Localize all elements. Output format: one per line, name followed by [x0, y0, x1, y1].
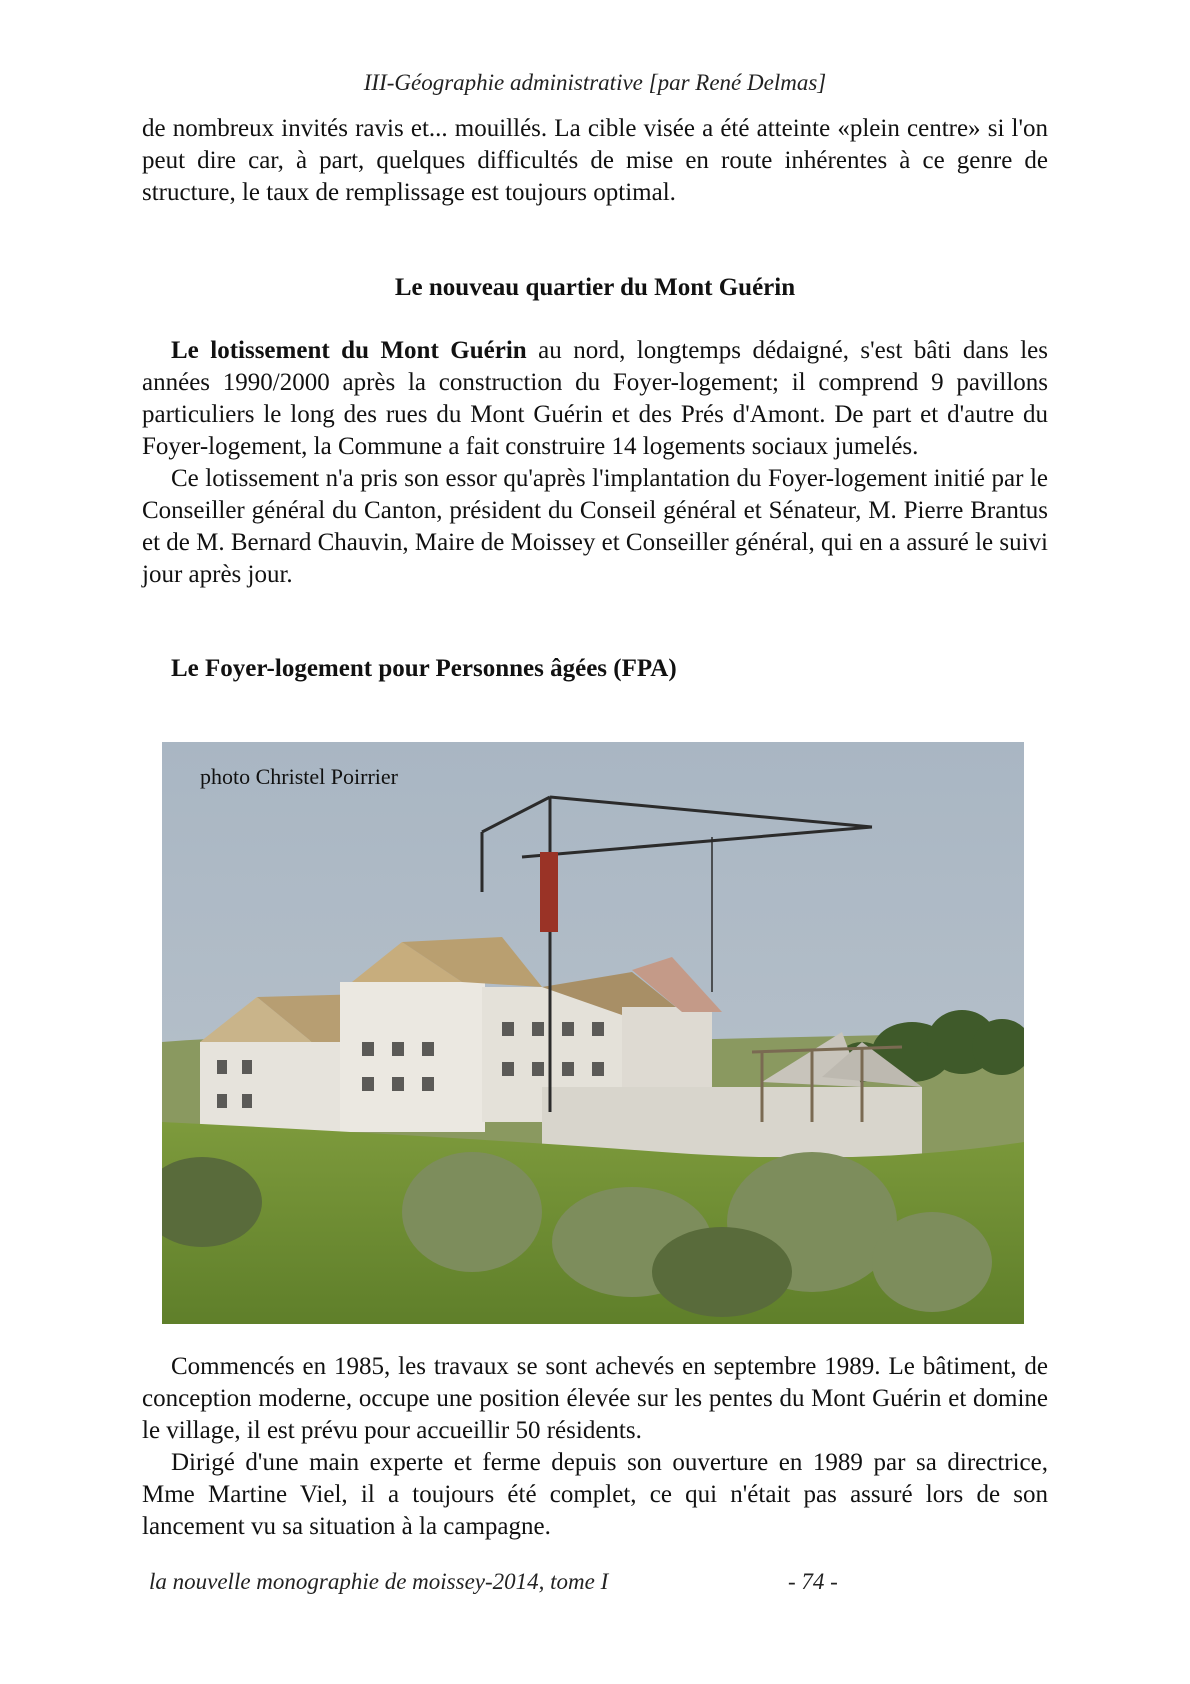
construction-photo: [162, 742, 1024, 1324]
section-fpa: [142, 1351, 1048, 1543]
section-heading-fpa: Le Foyer-logement pour Personnes âgées (FPA): [171, 655, 677, 682]
paragraph-essor: Ce lotissement n'a pris son essor qu'après l'implantation du Foyer-logement initié par le Conseiller général du Canton, président du Conseil général et Sénateur, M. Pierre Brantus et de M. Bernard Chauvin, Maire de Moissey et Conseiller général, qui en a assuré le suivi jour après jour.: [142, 465, 1049, 588]
bold-lead: Le lotissement du Mont Guérin: [171, 337, 527, 364]
photo-credit: photo Christel Poirrier: [200, 764, 398, 789]
section-heading-mont-guerin: Le nouveau quartier du Mont Guérin: [394, 274, 796, 301]
paragraph-travaux: Commencés en 1985, les travaux se sont achevés en septembre 1989. Le bâtiment, de conception moderne, occupe une position élevée sur les pentes du Mont Guérin et domine le village, il est prévu pour accueillir 50 résidents.: [142, 1353, 1048, 1444]
running-header: III-Géographie administrative [par René Delmas]: [363, 70, 827, 95]
section-mont-guerin: [142, 335, 1048, 591]
intro-block: [142, 113, 1048, 209]
construction-photo-image: [162, 742, 1024, 1324]
paragraph-directrice: Dirigé d'une main experte et ferme depuis son ouverture en 1989 par sa directrice, Mme Martine Viel, il a toujours été complet, ce qui n'était pas assuré lors de son lancement vu sa situation à la campagne.: [142, 1449, 1048, 1540]
paragraph-lotissement: [142, 335, 1048, 463]
page-number: - 74 -: [788, 1569, 838, 1594]
footer-title: la nouvelle monographie de moissey-2014, tome I: [149, 1569, 609, 1594]
intro-paragraph: de nombreux invités ravis et... mouillés. La cible visée a été atteinte «plein centre» si l'on peut dire car, à part, quelques difficultés de mise en route inhérentes à ce genre de structure, le taux de remplissage est toujours optimal.: [142, 115, 1048, 206]
paragraph-lotissement-text: au nord, longtemps dédaigné, s'est bâti dans les années 1990/2000 après la construction du Foyer-logement; il comprend 9 pavillons particuliers le long des rues du Mont Guérin et des Prés d'Amont. De part et d'autre du Foyer-logement, la Commune a fait construire 14 logements sociaux jumelés.: [142, 337, 1048, 460]
